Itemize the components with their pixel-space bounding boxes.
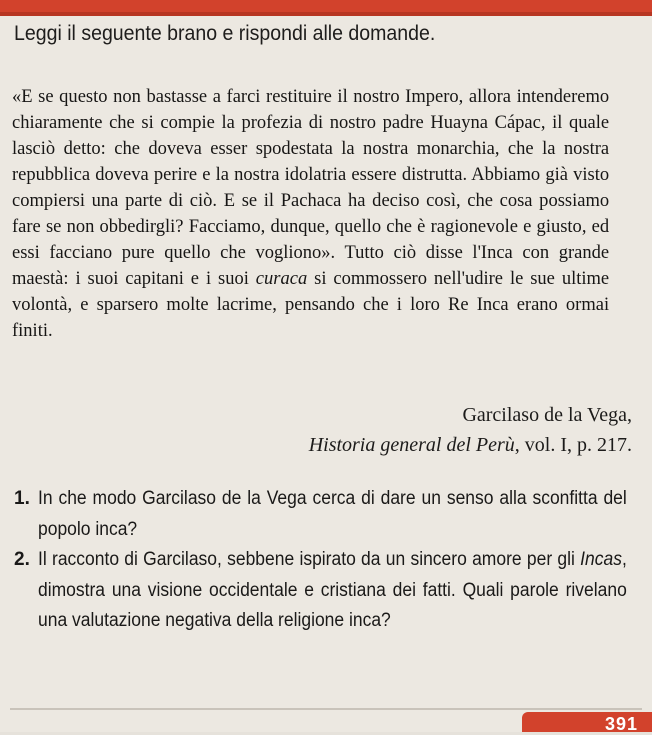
- question-item: [14, 545, 630, 637]
- passage-text-part-1: «E se questo non bastasse a farci restituire il nostro Impero, allora intenderemo chiaramente che si compie la profezia di nostro padre Huayna Cápac, il quale lasciò detto: che doveva esser spodestata la nostra monarchia, che la nostra repubblica doveva perire e la nostra idolatria essere distrutta. Abbiamo già visto compiersi una parte di ciò. E se il Pachaca ha deciso così, che cosa possiamo fare se non obbedirgli? Facciamo, dunque, quello che è ragionevole e giusto, ed essi facciano pure quello che vogliono». Tutto ciò disse l'Inca con grande maestà: i suoi capitani e i suoi: [12, 86, 610, 290]
- question-text-part-2: , dimostra una visione occidentale e cristiana dei fatti. Quali parole rivelano una valutazione negativa della religione inca?: [38, 549, 627, 631]
- passage-italic-term: curaca: [255, 268, 308, 290]
- top-color-band: [0, 0, 652, 16]
- footer-divider: [10, 708, 642, 710]
- question-text: In che modo Garcilaso de la Vega cerca di dare un senso alla sconfitta del popolo inca?: [38, 488, 627, 540]
- citation-work-line: [309, 430, 632, 460]
- question-item: [14, 484, 630, 545]
- page-number: 391: [604, 714, 638, 734]
- question-text: [38, 545, 627, 637]
- exercise-instruction: Leggi il seguente brano e rispondi alle domande.: [14, 22, 436, 45]
- question-text-part-1: Il racconto di Garcilaso, sebbene ispirato da un sincero amore per gli: [38, 549, 581, 570]
- citation-reference: , vol. I, p. 217.: [514, 434, 632, 456]
- question-italic-term: Incas: [580, 549, 622, 570]
- question-number: 2.: [14, 549, 30, 570]
- source-citation: [309, 400, 632, 460]
- citation-author: Garcilaso de la Vega,: [462, 404, 632, 426]
- question-list: [14, 484, 630, 637]
- question-number: 1.: [14, 488, 30, 509]
- citation-work-title: Historia general del Perù: [308, 434, 515, 456]
- quoted-passage: [12, 84, 609, 344]
- passage-text-part-2: si commossero nell'udire le sue ultime volontà, e sparsero molte lacrime, pensando che i loro Re Inca erano ormai finiti.: [12, 268, 610, 342]
